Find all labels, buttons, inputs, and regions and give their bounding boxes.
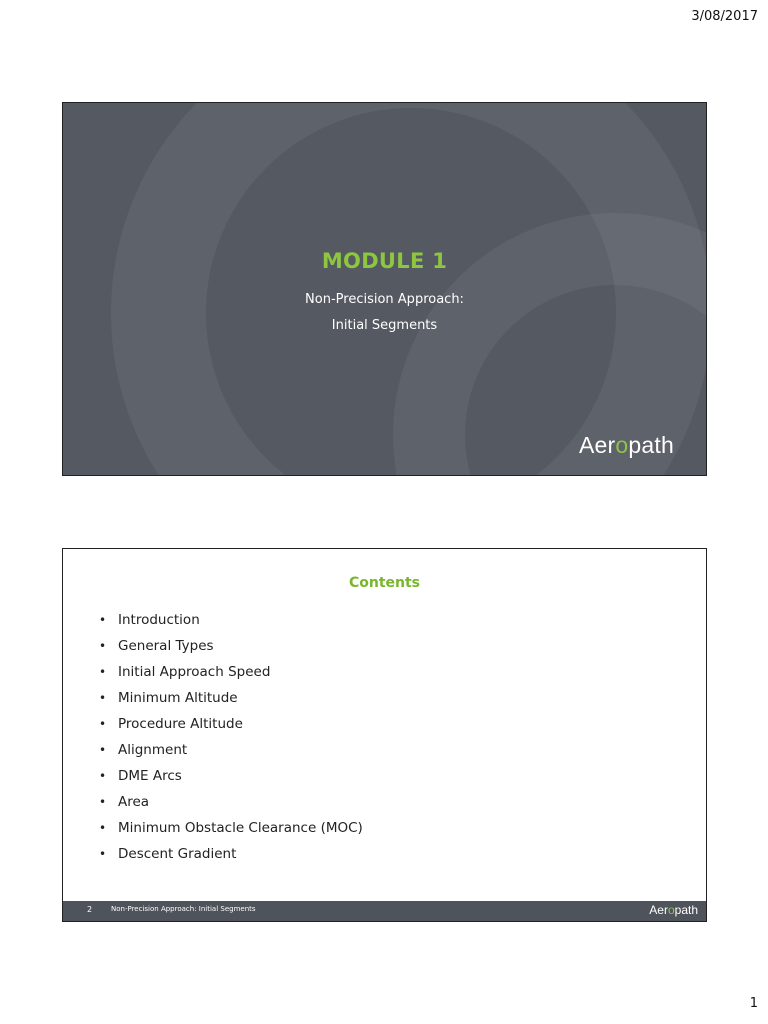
list-item-label: General Types [118,638,214,654]
logo-text-start: Aer [579,432,616,458]
list-item-label: Descent Gradient [118,846,237,862]
logo-text-end: path [628,432,674,458]
contents-heading: Contents [348,575,421,591]
contents-list [99,607,363,867]
bullet-icon: • [99,691,107,705]
slide-contents [62,548,707,922]
bullet-icon: • [99,847,107,861]
footer-slide-number: 2 [87,905,93,914]
list-item-label: DME Arcs [118,768,182,784]
module-subtitle-line2: Initial Segments [331,318,438,333]
list-item [99,763,363,789]
list-item-label: Minimum Altitude [118,690,238,706]
logo-text-start: Aer [649,903,668,917]
page-number: 1 [749,996,758,1011]
list-item [99,633,363,659]
bullet-icon: • [99,769,107,783]
list-item-label: Area [118,794,150,810]
bullet-icon: • [99,613,107,627]
page-date: 3/08/2017 [691,9,758,24]
bullet-icon: • [99,639,107,653]
list-item [99,711,363,737]
bullet-icon: • [99,743,107,757]
slide-footer [63,901,706,921]
list-item-label: Alignment [118,742,188,758]
list-item-label: Procedure Altitude [118,716,243,732]
module-subtitle-line1: Non-Precision Approach: [305,292,464,307]
list-item [99,607,363,633]
list-item [99,659,363,685]
footer-title: Non-Precision Approach: Initial Segments [111,905,256,913]
list-item-label: Initial Approach Speed [118,664,271,680]
logo-text-end: path [674,903,698,917]
bullet-icon: • [99,795,107,809]
list-item [99,789,363,815]
list-item [99,685,363,711]
bullet-icon: • [99,665,107,679]
aeropath-logo [579,432,674,459]
logo-text-o: o [615,432,629,458]
list-item [99,737,363,763]
slide-title [62,102,707,476]
module-title: MODULE 1 [321,249,448,273]
footer-aeropath-logo [649,903,698,917]
list-item [99,815,363,841]
list-item-label: Minimum Obstacle Clearance (MOC) [118,820,363,836]
bullet-icon: • [99,717,107,731]
logo-text-o: o [667,903,675,917]
list-item-label: Introduction [118,612,200,628]
bullet-icon: • [99,821,107,835]
list-item [99,841,363,867]
